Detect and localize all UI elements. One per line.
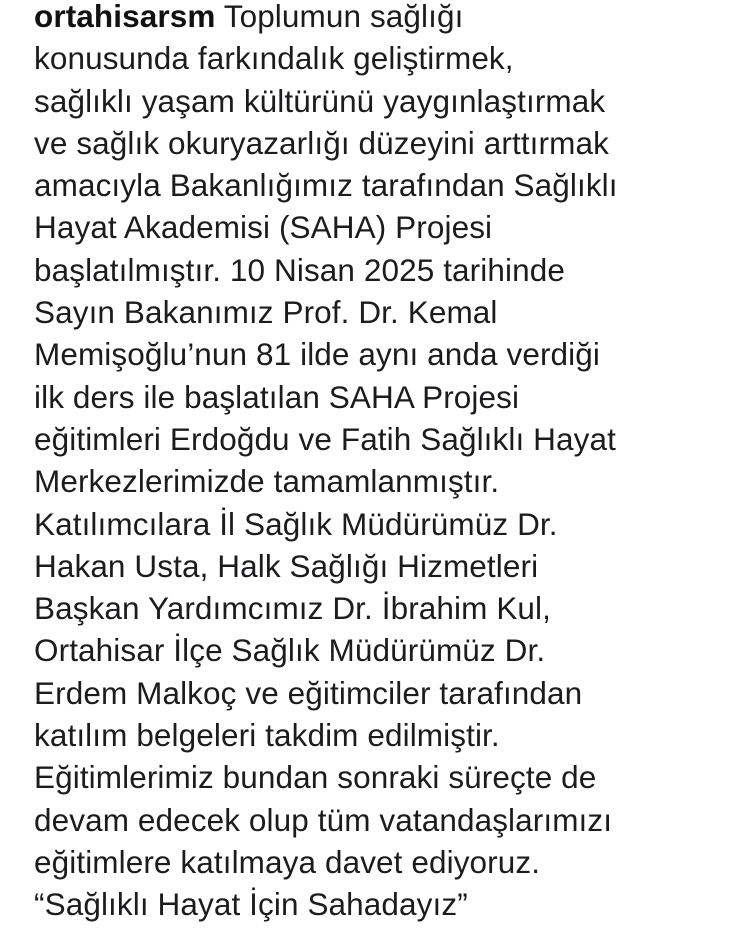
caption-line: katılım belgeleri takdim edilmiştir. <box>34 717 500 754</box>
caption-line: “Sağlıklı Hayat İçin Sahadayız” <box>34 886 468 923</box>
caption-line: amacıyla Bakanlığımız tarafından Sağlıklı <box>34 167 618 204</box>
caption-line: Hayat Akademisi (SAHA) Projesi <box>34 209 493 246</box>
caption-line: Merkezlerimizde tamamlanmıştır. <box>34 463 500 500</box>
caption-line: Memişoğlu’nun 81 ilde aynı anda verdiği <box>34 336 600 373</box>
caption-line: Erdem Malkoç ve eğitimciler tarafından <box>34 674 583 711</box>
caption-line: ilk ders ile başlatılan SAHA Projesi <box>34 378 520 415</box>
caption-line <box>34 0 744 37</box>
post-caption <box>34 0 744 926</box>
caption-line: eğitimlere katılmaya davet ediyoruz. <box>34 843 541 880</box>
caption-line: Hakan Usta, Halk Sağlığı Hizmetleri <box>34 547 539 584</box>
caption-line: devam edecek olup tüm vatandaşlarımızı <box>34 801 613 838</box>
caption-line: eğitimleri Erdoğdu ve Fatih Sağlıklı Hayat <box>34 420 616 457</box>
caption-line: konusunda farkındalık geliştirmek, <box>34 40 514 77</box>
username-link[interactable]: ortahisarsm <box>34 0 216 34</box>
caption-line: Ortahisar İlçe Sağlık Müdürümüz Dr. <box>34 632 546 669</box>
caption-line: Başkan Yardımcımız Dr. İbrahim Kul, <box>34 590 552 627</box>
caption-line: Eğitimlerimiz bundan sonraki süreçte de <box>34 759 597 796</box>
caption-line: Katılımcılara İl Sağlık Müdürümüz Dr. <box>34 505 558 542</box>
caption-line: sağlıklı yaşam kültürünü yaygınlaştırmak <box>34 82 606 119</box>
caption-text: Toplumun sağlığı <box>215 0 464 34</box>
caption-line: başlatılmıştır. 10 Nisan 2025 tarihinde <box>34 251 565 288</box>
caption-line: Sayın Bakanımız Prof. Dr. Kemal <box>34 294 498 331</box>
caption-line: ve sağlık okuryazarlığı düzeyini arttırmak <box>34 124 609 161</box>
